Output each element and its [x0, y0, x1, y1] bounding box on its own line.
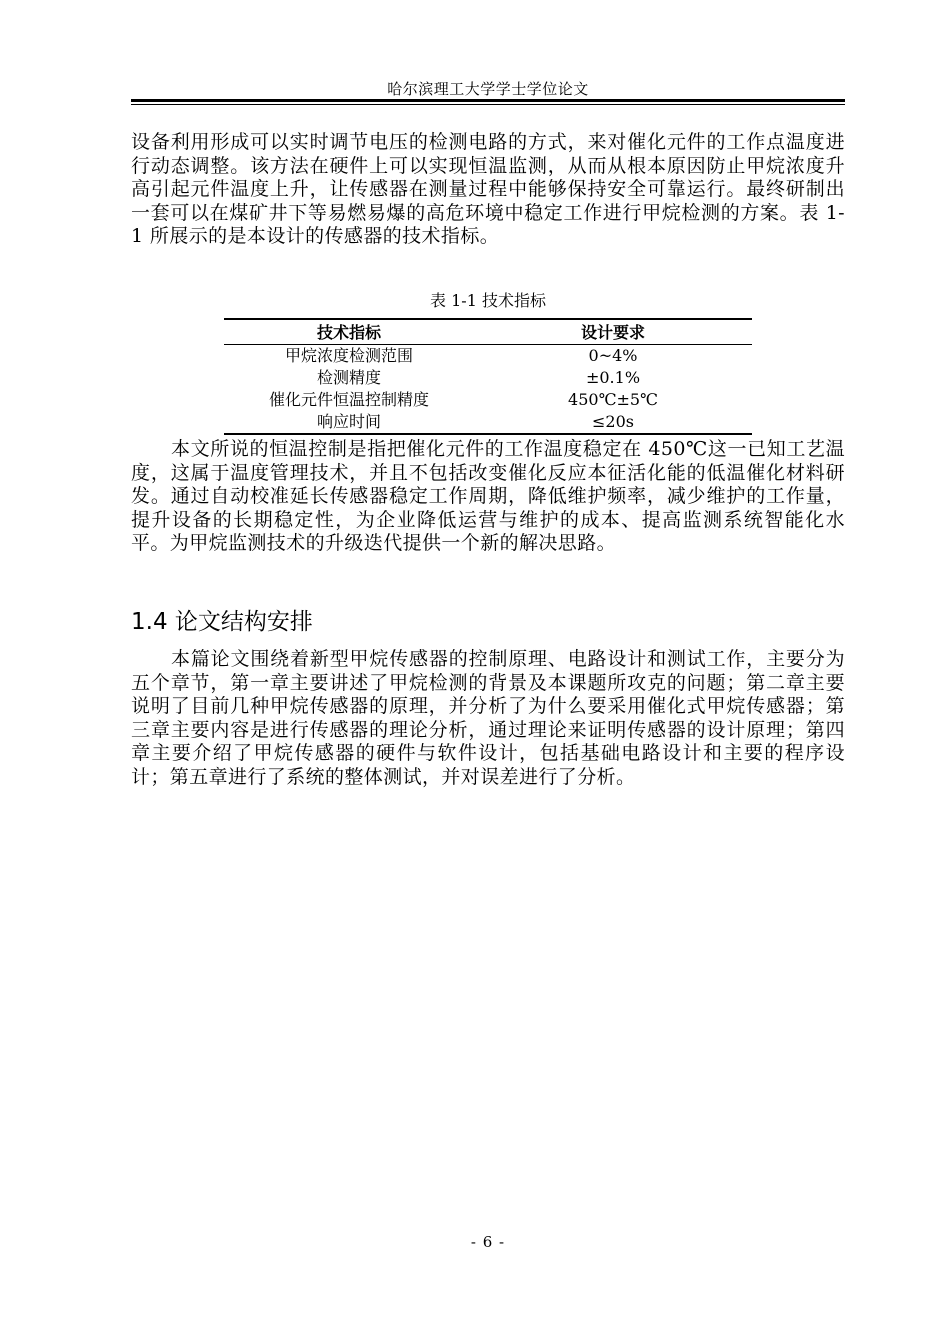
- paragraph-intro-continued: 设备利用形成可以实时调节电压的检测电路的方式，来对催化元件的工作点温度进行动态调整。该方法在硬件上可以实现恒温监测，从而从根本原因防止甲烷浓度升高引起元件温度上升，让传感器在测量过程中能够保持安全可靠运行。最终研制出一套可以在煤矿井下等易燃易爆的高危环境中稳定工作进行甲烷检测的方案。表 1-1 所展示的是本设计的传感器的技术指标。: [131, 131, 845, 247]
- table-caption: 表 1-1 技术指标: [430, 291, 546, 310]
- table-row: [224, 389, 752, 411]
- table-cell: 催化元件恒温控制精度: [268, 390, 429, 409]
- table-cell: ±0.1%: [585, 368, 641, 387]
- paragraph-thesis-structure: 本篇论文围绕着新型甲烷传感器的控制原理、电路设计和测试工作，主要分为五个章节，第一章主要讲述了甲烷检测的背景及本课题所攻克的问题；第二章主要说明了目前几种甲烷传感器的原理，并分析了为什么要采用催化式甲烷传感器；第三章主要内容是进行传感器的理论分析，通过理论来证明传感器的设计原理；第四章主要介绍了甲烷传感器的硬件与软件设计，包括基础电路设计和主要的程序设计；第五章进行了系统的整体测试，并对误差进行了分析。: [131, 648, 845, 788]
- table-row: [224, 367, 752, 389]
- table-row: [224, 411, 752, 434]
- paragraph-constant-temperature: 本文所说的恒温控制是指把催化元件的工作温度稳定在 450℃这一已知工艺温度，这属于温度管理技术，并且不包括改变催化反应本征活化能的低温催化材料研发。通过自动校准延长传感器稳定工作周期，降低维护频率，减少维护的工作量，提升设备的长期稳定性，为企业降低运营与维护的成本、提高监测系统智能化水平。为甲烷监测技术的升级迭代提供一个新的解决思路。: [131, 438, 845, 554]
- running-header: 哈尔滨理工大学学士学位论文: [387, 80, 589, 98]
- table-cell: 甲烷浓度检测范围: [284, 346, 413, 365]
- table-cell: ≤20s: [474, 411, 752, 434]
- spec-table: [224, 318, 752, 435]
- section-heading: 1.4 论文结构安排: [131, 609, 313, 635]
- page-number: - 6 -: [470, 1233, 506, 1251]
- table-header-row: [224, 319, 752, 345]
- table-cell: 0~4%: [588, 346, 638, 365]
- header-rule-thick: [131, 99, 845, 102]
- table-header-cell: 设计要求: [474, 319, 752, 345]
- table-cell: 450℃±5℃: [568, 390, 658, 409]
- table-cell: 响应时间: [224, 411, 474, 434]
- header-rule-thin: [131, 104, 845, 105]
- table-row: [224, 345, 752, 368]
- table-cell: 检测精度: [316, 368, 381, 387]
- table-header-cell: 技术指标: [224, 319, 474, 345]
